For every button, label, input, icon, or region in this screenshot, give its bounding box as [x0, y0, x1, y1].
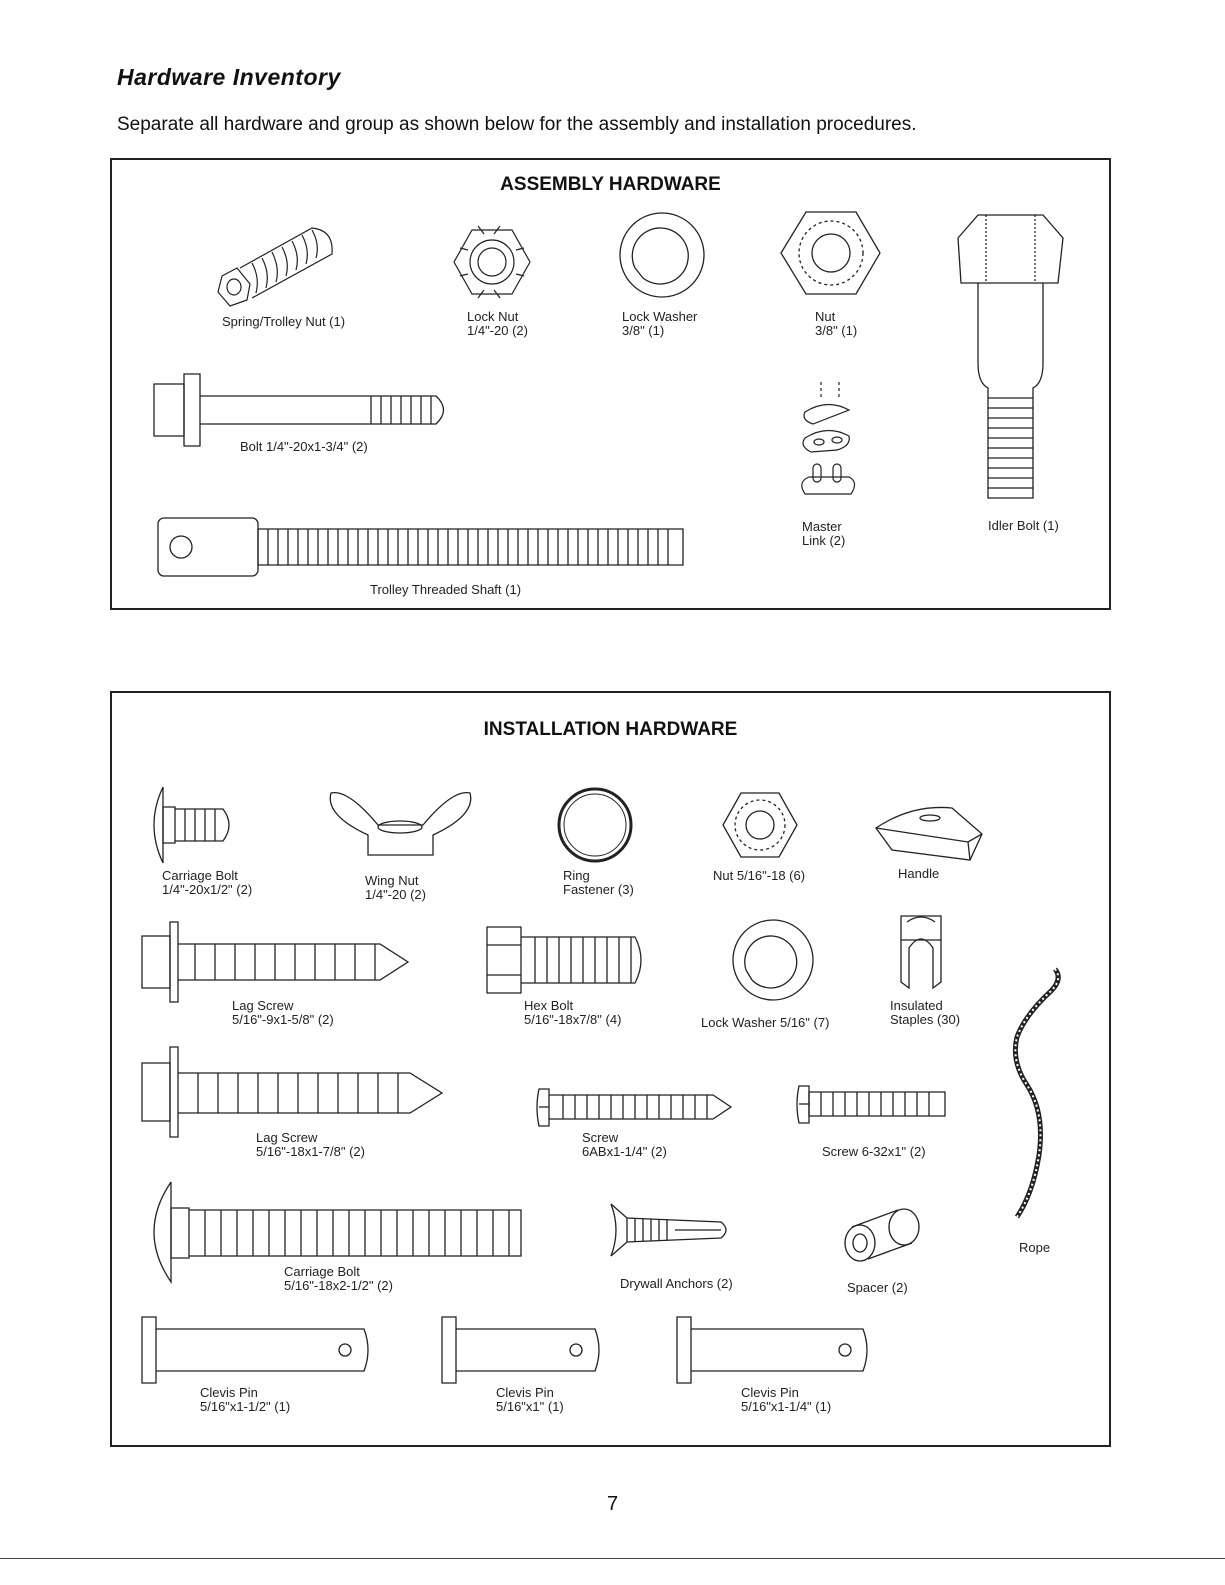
- ring-fastener-label: Ring Fastener (3): [563, 868, 634, 897]
- clevis-pin-2-icon: [440, 1315, 605, 1385]
- screw-6-32-label: Screw 6-32x1" (2): [822, 1144, 926, 1159]
- hex-bolt-label: Hex Bolt 5/16"-18x7/8" (4): [524, 998, 622, 1027]
- handle-icon: [872, 800, 987, 865]
- wing-nut-icon: [323, 785, 478, 860]
- page-number: 7: [606, 1493, 619, 1515]
- master-link-label: Master Link (2): [802, 519, 846, 548]
- lock-nut-label: Lock Nut 1/4"-20 (2): [467, 309, 528, 338]
- ring-fastener-icon: [555, 785, 635, 865]
- footer-divider: [0, 1558, 1225, 1559]
- insulated-staples-label: Insulated Staples (30): [890, 998, 961, 1027]
- spacer-icon: [840, 1205, 925, 1265]
- clevis-pin-3-label: Clevis Pin 5/16"x1-1/4" (1): [741, 1385, 832, 1414]
- spring-trolley-nut-label: Spring/Trolley Nut (1): [222, 314, 346, 329]
- bolt-label: Bolt 1/4"-20x1-3/4" (2): [240, 439, 368, 454]
- nut-icon: [778, 208, 883, 298]
- wing-nut-label: Wing Nut 1/4"-20 (2): [365, 873, 426, 902]
- trolley-threaded-shaft-icon: [155, 515, 690, 580]
- clevis-pin-1-icon: [140, 1315, 375, 1385]
- carriage-bolt-large-label: Carriage Bolt 5/16"-18x2-1/2" (2): [284, 1264, 393, 1293]
- lag-screw-1-icon: [140, 920, 415, 1005]
- drywall-anchor-icon: [605, 1200, 735, 1260]
- lock-washer-label: Lock Washer 3/8" (1): [622, 309, 698, 338]
- spring-trolley-nut-icon: [212, 218, 342, 308]
- lag-screw-2-label: Lag Screw 5/16"-18x1-7/8" (2): [256, 1130, 365, 1159]
- nut-label: Nut 3/8" (1): [815, 309, 858, 338]
- lock-nut-icon: [450, 222, 535, 302]
- nut-5-16-label: Nut 5/16"-18 (6): [713, 868, 806, 883]
- clevis-pin-2-label: Clevis Pin 5/16"x1" (1): [496, 1385, 564, 1414]
- carriage-bolt-small-label: Carriage Bolt 1/4"-20x1/2" (2): [162, 868, 253, 897]
- idler-bolt-label: Idler Bolt (1): [988, 518, 1059, 533]
- trolley-threaded-shaft-label: Trolley Threaded Shaft (1): [370, 582, 522, 597]
- screw-6-32-icon: [795, 1082, 950, 1127]
- drywall-anchors-label: Drywall Anchors (2): [620, 1276, 733, 1291]
- spacer-label: Spacer (2): [847, 1280, 908, 1295]
- insulated-staple-icon: [893, 912, 948, 992]
- master-link-icon: [793, 382, 863, 507]
- clevis-pin-1-label: Clevis Pin 5/16"x1-1/2" (1): [200, 1385, 291, 1414]
- installation-hardware-title: INSTALLATION HARDWARE: [483, 719, 738, 740]
- carriage-bolt-small-icon: [143, 785, 238, 865]
- lag-screw-2-icon: [140, 1045, 450, 1140]
- assembly-hardware-title: ASSEMBLY HARDWARE: [500, 174, 721, 195]
- handle-label: Handle: [898, 866, 940, 881]
- lock-washer-5-16-icon: [728, 918, 818, 1003]
- screw-6ab-icon: [535, 1085, 735, 1130]
- lock-washer-5-16-label: Lock Washer 5/16" (7): [701, 1015, 830, 1030]
- page-heading: Hardware Inventory: [117, 64, 341, 90]
- rope-icon: [1005, 965, 1075, 1225]
- lag-screw-1-label: Lag Screw 5/16"-9x1-5/8" (2): [232, 998, 334, 1027]
- clevis-pin-3-icon: [675, 1315, 875, 1385]
- lock-washer-icon: [615, 208, 710, 303]
- screw-6ab-label: Screw 6ABx1-1/4" (2): [582, 1130, 667, 1159]
- hex-bolt-icon: [485, 925, 650, 995]
- nut-5-16-icon: [720, 790, 800, 860]
- idler-bolt-icon: [953, 213, 1068, 508]
- intro-text: Separate all hardware and group as shown below for the assembly and installation procedures.: [117, 114, 917, 135]
- rope-label: Rope: [1019, 1240, 1051, 1255]
